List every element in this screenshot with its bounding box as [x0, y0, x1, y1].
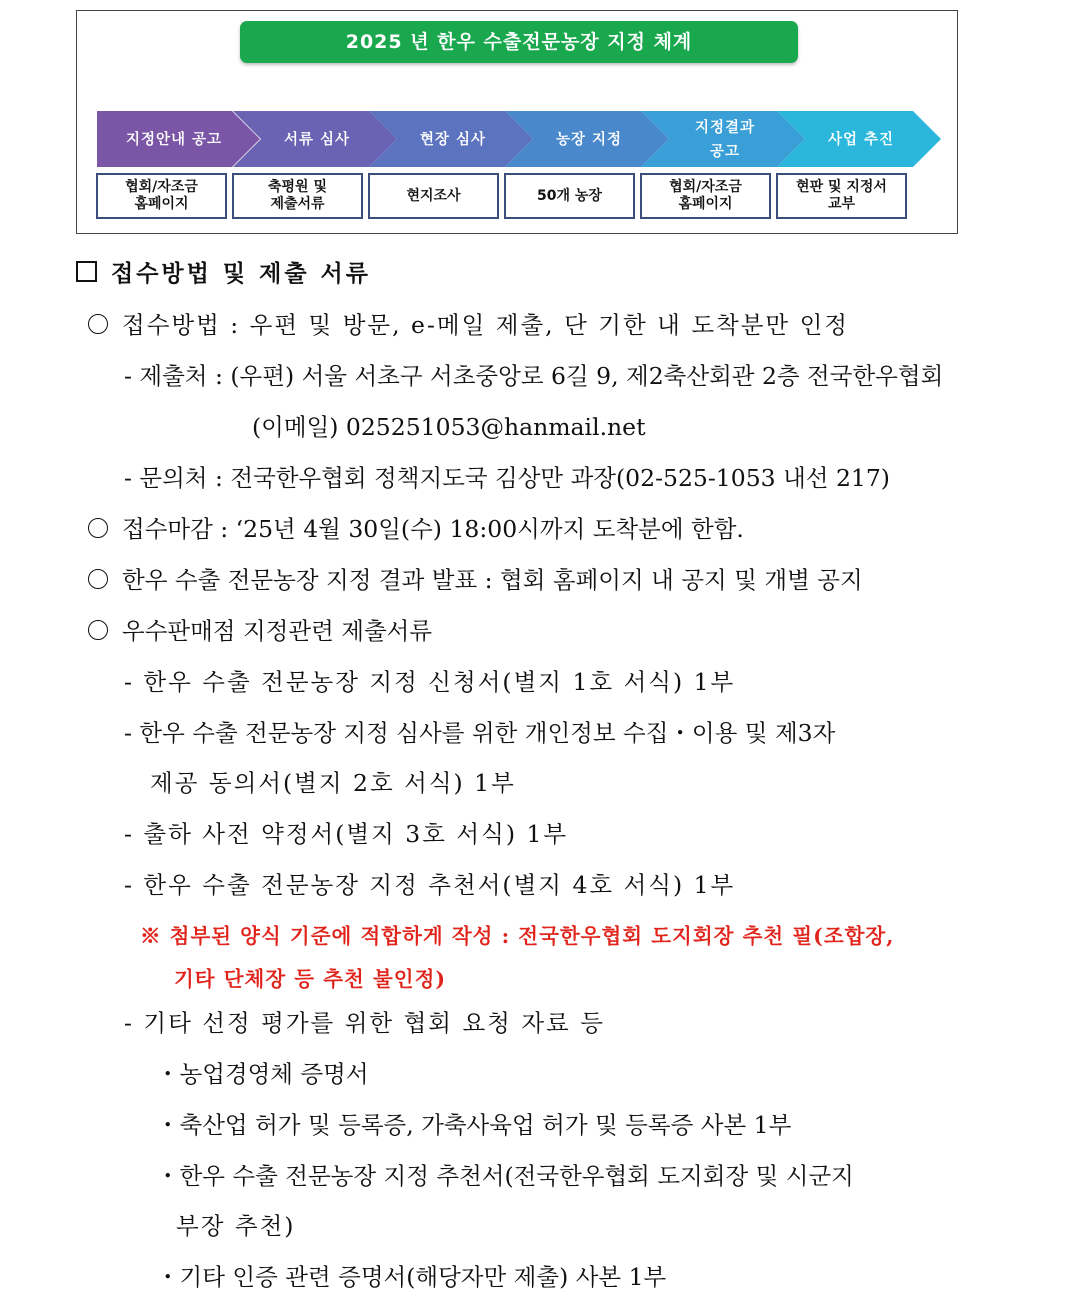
step-detail-box-1: 협회/자조금 홈페이지: [96, 173, 227, 219]
announce-text: 한우 수출 전문농장 지정 결과 발표 : 협회 홈페이지 내 공지 및 개별 공지: [122, 566, 863, 594]
circle-bullet-icon: [88, 314, 108, 334]
docs-title-text: 우수판매점 지정관련 제출서류: [122, 617, 433, 645]
step-label-5b: 공고: [709, 144, 741, 160]
item-email: (이메일) 025251053@hanmail.net: [252, 413, 646, 441]
designation-process-diagram: [76, 10, 958, 234]
circle-bullet-icon: [88, 518, 108, 538]
step-label-5a: 지정결과: [694, 120, 756, 136]
sub-item-3-line2: 부장 추천): [176, 1212, 296, 1240]
item-docs-title: [88, 616, 432, 646]
item-submit-to: - 제출처 : (우편) 서울 서초구 서초중앙로 6길 9, 제2축산회관 2층 전국한우협회: [124, 362, 944, 390]
deadline-text: 접수마감 : ‘25년 4월 30일(수) 18:00시까지 도착분에 한함.: [122, 515, 744, 543]
section-title: 접수방법 및 제출 서류: [111, 260, 371, 287]
method-text: 접수방법 : 우편 및 방문, e-메일 제출, 단 기한 내 도착분만 인정: [122, 311, 849, 339]
step-detail-box-2: 축평원 및 제출서류: [232, 173, 363, 219]
doc-item-4: - 한우 수출 전문농장 지정 추천서(별지 4호 서식) 1부: [124, 871, 736, 899]
step-label-2: 서류 심사: [283, 132, 351, 148]
etc-item: - 기타 선정 평가를 위한 협회 요청 자료 등: [124, 1009, 605, 1037]
step-label-4: 농장 지정: [555, 132, 623, 148]
item-method: [88, 310, 849, 340]
item-deadline: [88, 514, 744, 544]
section-heading: [76, 259, 371, 289]
step-label-3: 현장 심사: [419, 132, 487, 148]
step-label-6: 사업 추진: [827, 132, 895, 148]
sub-item-1: ・농업경영체 증명서: [156, 1060, 369, 1088]
step-detail-box-6: 현판 및 지정서 교부: [776, 173, 907, 219]
sub-item-3-line1: ・한우 수출 전문농장 지정 추천서(전국한우협회 도지회장 및 시군지: [156, 1162, 854, 1190]
step-detail-box-4: 50개 농장: [504, 173, 635, 219]
sub-item-2: ・축산업 허가 및 등록증, 가축사육업 허가 및 등록증 사본 1부: [156, 1111, 792, 1139]
item-inquiry: - 문의처 : 전국한우협회 정책지도국 김상만 과장(02-525-1053 내선 217): [124, 464, 890, 492]
step-detail-box-3: 현지조사: [368, 173, 499, 219]
square-bullet-icon: [76, 261, 97, 282]
sub-item-4: ・기타 인증 관련 증명서(해당자만 제출) 사본 1부: [156, 1263, 667, 1291]
step-detail-box-5: 협회/자조금 홈페이지: [640, 173, 771, 219]
doc-item-1: - 한우 수출 전문농장 지정 신청서(별지 1호 서식) 1부: [124, 668, 736, 696]
step-label-1: 지정안내 공고: [125, 132, 223, 148]
doc-item-2-line2: 제공 동의서(별지 2호 서식) 1부: [150, 769, 516, 797]
diagram-title-banner: 2025 년 한우 수출전문농장 지정 체계: [240, 21, 798, 63]
circle-bullet-icon: [88, 569, 108, 589]
circle-bullet-icon: [88, 620, 108, 640]
doc-item-2-line1: - 한우 수출 전문농장 지정 심사를 위한 개인정보 수집・이용 및 제3자: [124, 719, 836, 747]
note-line-1: ※ 첨부된 양식 기준에 적합하게 작성 : 전국한우협회 도지회장 추천 필(조합장,: [140, 924, 895, 948]
item-announce: [88, 565, 863, 595]
doc-item-3: - 출하 사전 약정서(별지 3호 서식) 1부: [124, 820, 569, 848]
note-line-2: 기타 단체장 등 추천 불인정): [174, 967, 447, 991]
